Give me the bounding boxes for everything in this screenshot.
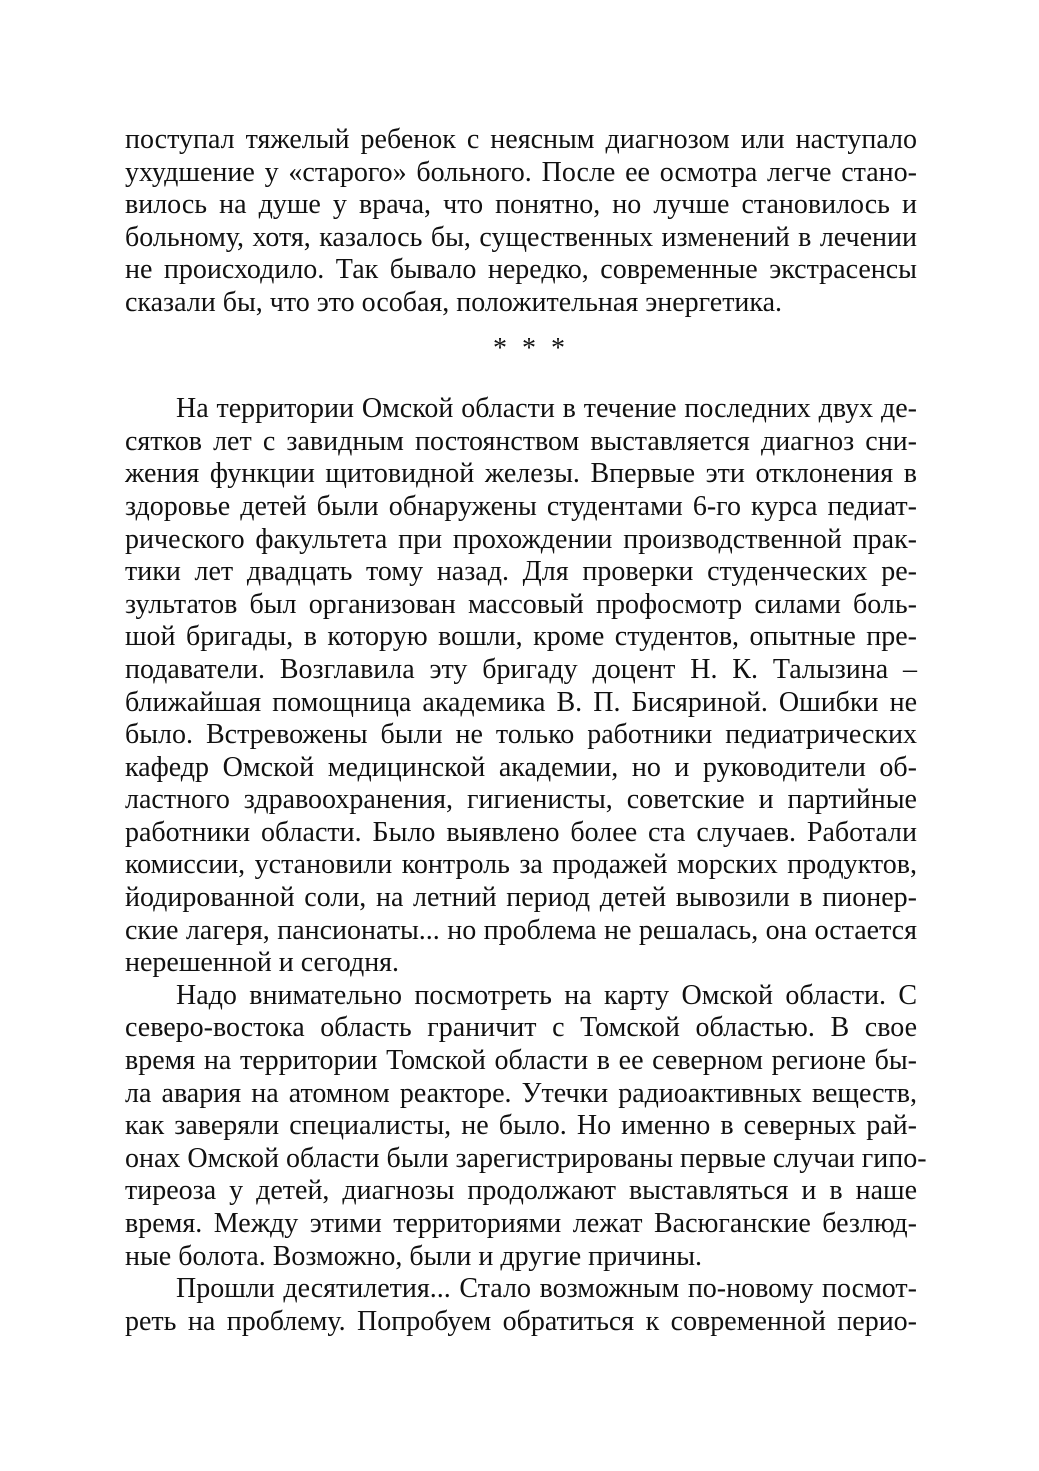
text-line: нерешенной и сегодня. [125,947,400,979]
text-line: рического факультета при прохождении производственной прак- [125,523,917,555]
paragraph-4 [125,1273,917,1338]
text-line: ные болота. Возможно, были и другие причины. [125,1240,703,1272]
text-line: поступал тяжелый ребенок с неясным диагнозом или наступало [125,124,917,155]
text-line: ла авария на атомном реакторе. Утечки радиоактивных веществ, [125,1077,917,1109]
text-line: жения функции щитовидной железы. Впервые эти отклонения в [125,458,917,490]
book-page [125,124,927,1338]
text-line: сказали бы, что это особая, положительная энергетика. [125,286,783,318]
text-line: зультатов был организован массовый профосмотр силами боль- [125,588,917,620]
section-separator: * * * [493,332,569,364]
text-line: реть на проблему. Попробуем обратиться к современной перио- [125,1305,917,1337]
text-line: ластного здравоохранения, гигиенисты, советские и партийные [125,784,917,816]
text-line: На территории Омской области в течение последних двух де- [176,393,917,425]
text-line: не происходило. Так бывало нередко, современные экстрасенсы [125,254,917,286]
text-line: время на территории Томской области в ее северном регионе бы- [125,1045,917,1077]
text-line: кафедр Омской медицинской академии, но и руководители об- [125,751,917,783]
text-line: сятков лет с завидным постоянством выставляется диагноз сни- [125,425,917,457]
text-line: Надо внимательно посмотреть на карту Омской области. С [176,979,917,1011]
text-line: йодированной соли, на летний период детей вывозили в пионер- [125,882,917,914]
text-line: Прошли десятилетия... Стало возможным по-новому посмот- [176,1273,917,1305]
text-line: тики лет двадцать тому назад. Для проверки студенческих ре- [125,556,917,588]
text-line: ухудшение у «старого» больного. После ее осмотра легче стано- [125,156,917,188]
text-line: ближайшая помощница академика В. П. Бисяриной. Ошибки не [125,686,917,718]
text-line: шой бригады, в которую вошли, кроме студентов, опытные пре- [125,621,917,653]
text-line: тиреоза у детей, диагнозы продолжают выставляться и в наше [125,1175,917,1207]
text-line: было. Встревожены были не только работники педиатрических [125,719,917,751]
paragraph-2 [125,393,917,980]
text-line: подаватели. Возглавила эту бригаду доцент Н. К. Талызина – [125,653,917,685]
paragraph-3 [125,979,927,1273]
text-line: комиссии, установили контроль за продажей морских продуктов, [125,849,917,881]
text-line: больному, хотя, казалось бы, существенных изменений в лечении [125,221,917,253]
text-line: ские лагеря, пансионаты... но проблема не решалась, она остается [125,914,917,946]
text-line: вилось на душе у врача, что понятно, но лучше становилось и [125,189,917,221]
text-line: здоровье детей были обнаружены студентами 6-го курса педиат- [125,490,917,522]
text-line: онах Омской области были зарегистрированы первые случаи гипо- [125,1142,927,1174]
text-line: как заверяли специалисты, не было. Но именно в северных рай- [125,1110,917,1142]
text-line: время. Между этими территориями лежат Васюганские безлюд- [125,1208,917,1239]
text-line: работники области. Было выявлено более ста случаев. Работали [125,816,917,848]
paragraph-1 [125,124,917,320]
text-line: северо-востока область граничит с Томской областью. В свое [125,1012,917,1044]
